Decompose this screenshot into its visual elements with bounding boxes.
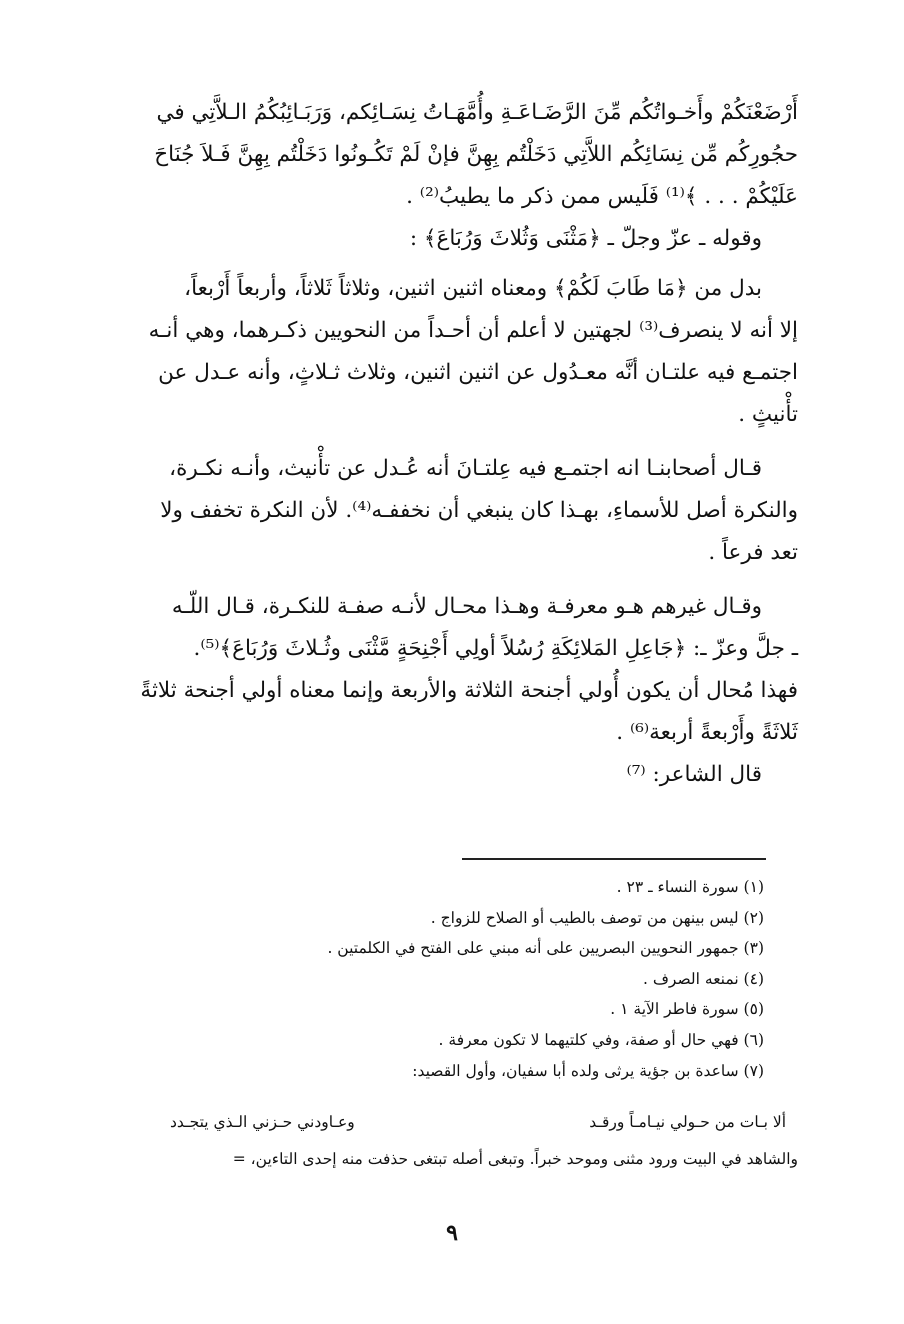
footnote: (٥) سورة فاطر الآية ١ . (610, 1000, 764, 1019)
poetry-verse (170, 1113, 786, 1131)
text-line: وقوله ـ عزّ وجلّ ـ ﴿مَثْنَى وَثُلاثَ وَرُبَاعَ﴾ : (409, 226, 762, 251)
footnotes (96, 872, 764, 1086)
main-text (100, 92, 798, 796)
footnote: (٧) ساعدة بن جؤية يرثى ولده أبا سفيان، وأول القصيد: (412, 1061, 764, 1080)
text-line: تأْنيثٍ . (738, 402, 798, 427)
footnote: (٦) فهي حال أو صفة، وفي كلتيهما لا تكون معرفة . (438, 1030, 764, 1049)
paragraph-4 (100, 586, 798, 796)
text-line: ثَلاثَةً وأَرْبعةً أربعة⁽⁶⁾ . (616, 720, 798, 745)
text-line: والنكرة أصل للأسماءِ، بهـذا كان ينبغي أن نخففـه⁽⁴⁾. لأن النكرة تخفف ولا (160, 498, 798, 523)
footnote: (١) سورة النساء ـ ٢٣ . (616, 878, 764, 896)
footnote-continuation: والشاهد في البيت ورود مثنى وموحد خبراً. وتبغى أصله تبتغى حذفت منه إحدى التاءين، = (232, 1150, 798, 1168)
text-line: قـال أصحابنـا انه اجتمـع فيه عِلتـانَ أنه عُـدل عن تأْنيث، وأنـه نكـرة، (169, 456, 762, 481)
text-line: ـ جلَّ وعزّ ـ: ﴿جَاعِلِ المَلائِكَةِ رُسُلاً أولِي أَجْنِحَةٍ مَّثْنَى وثُـلاثَ وَرُبَاعَ﴾⁽⁵⁾. (193, 636, 798, 661)
verse-first-hemistich: ألا بـات من حـولي نيـامـاً ورقـد (589, 1113, 786, 1131)
footnote: (٢) ليس بينهن من توصف بالطيب أو الصلاح للزواج . (430, 908, 764, 927)
paragraph-3 (100, 448, 798, 574)
text-line: عَلَيْكُمْ . . . ﴾⁽¹⁾ فَلَيس ممن ذكر ما يطيبُ⁽²⁾ . (406, 184, 798, 209)
footnote-separator (462, 858, 766, 860)
footnote: (٤) نمنعه الصرف . (643, 969, 764, 988)
text-line: حجُورِكُم مِّن نِسَائِكُم اللاَّتِي دَخَلْتُم بِهِنَّ فإنْ لَمْ تَكُـونُوا دَخَلْتُم بِهِنَّ فَـلاَ جُنَاحَ (154, 142, 798, 167)
text-line: إلا أنه لا ينصرف⁽³⁾ لجهتين لا أعلم أن أحـداً من النحويين ذكـرهما، وهي أنـه (148, 318, 798, 343)
footnote: (٣) جمهور النحويين البصريين على أنه مبني على الفتح في الكلمتين . (327, 939, 764, 958)
text-line: اجتمـع فيه علتـان أنَّه معـدُول عن اثنين اثنين، وثلاث ثـلاثٍ، وأنه عـدل عن (158, 360, 798, 385)
paragraph-2 (100, 268, 798, 436)
text-line: وقـال غيرهم هـو معرفـة وهـذا محـال لأنـه صفـة للنكـرة، قـال اللّـه (171, 594, 762, 619)
text-line: فهذا مُحال أن يكون أُولي أجنحة الثلاثة والأربعة وإنما معناه أولي أجنحة ثلاثةً (140, 678, 798, 703)
page-number: ٩ (446, 1220, 458, 1246)
paragraph-1 (100, 92, 798, 260)
text-line: أَرْضَعْنَكُمْ وأَخـواتُكُم مِّنَ الرَّضَـاعَـةِ وأُمَّهَـاتُ نِسَـائِكم، وَرَبَـائِبُكُمُ الـلاَّتِي في (156, 100, 798, 125)
text-line: تعد فرعاً . (708, 540, 798, 565)
verse-second-hemistich: وعـاودني حـزني الـذي يتجـدد (170, 1113, 355, 1131)
text-line: بدل من ﴿مَا طَابَ لَكُمْ﴾ ومعناه اثنين اثنين، وثلاثاً ثَلاثاً، وأربعاً أَرْبعاً، (184, 276, 762, 301)
poet-intro: قال الشاعر: ⁽⁷⁾ (626, 762, 762, 787)
